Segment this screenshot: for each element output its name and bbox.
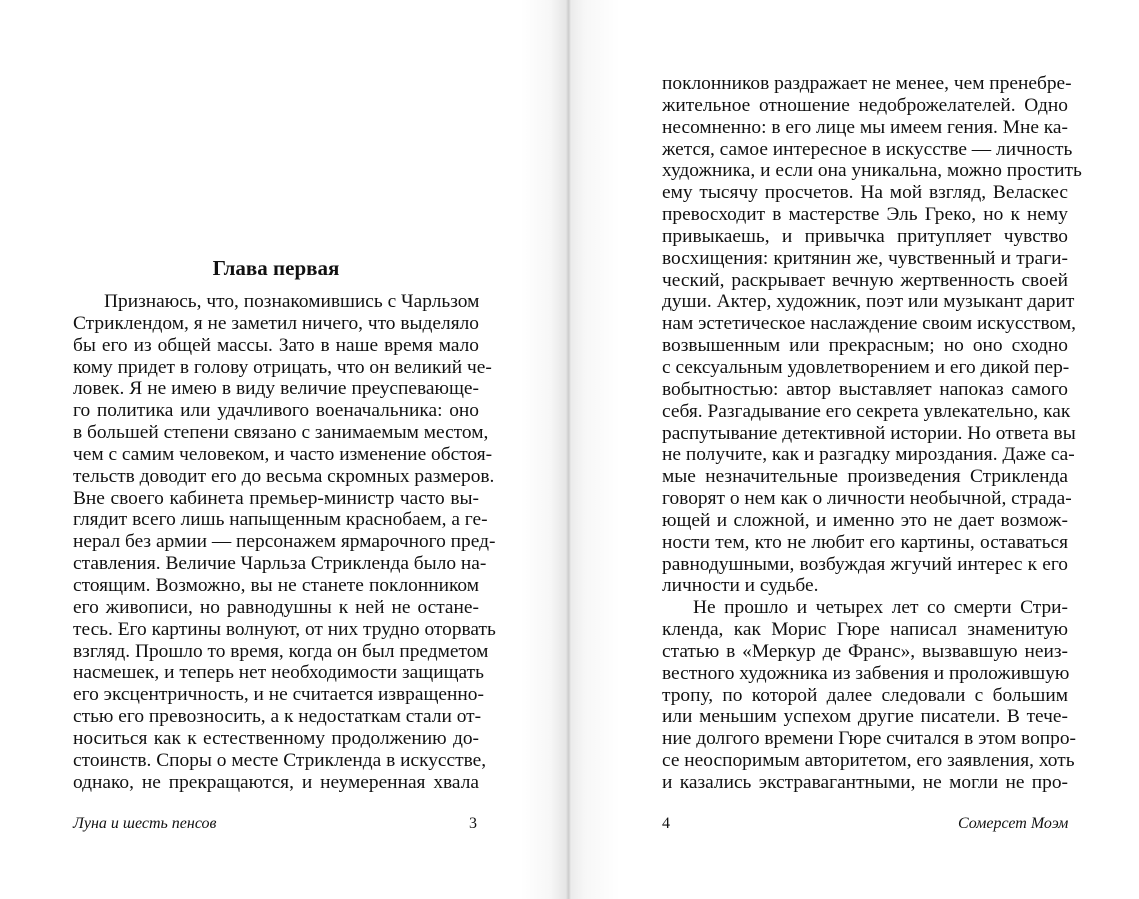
text-line: вобытностью: автор выставляет напоказ самого	[662, 378, 1068, 400]
page-number: 3	[469, 815, 477, 832]
text-line: ности тем, кто не любит его картины, оставаться	[662, 531, 1068, 553]
text-line: ющей и сложной, и именно это не дает возмож-	[662, 509, 1068, 531]
text-line: стоящим. Возможно, вы не станете поклонником	[73, 574, 479, 596]
left-page	[0, 0, 568, 899]
text-line: глядит всего лишь напыщенным краснобаем, а ге-	[73, 509, 488, 531]
text-line: мые незначительные произведения Стрикленда	[662, 466, 1068, 488]
text-line: нерал без армии — персонажем ярмарочного пред-	[73, 531, 496, 553]
text-line: нам эстетическое наслаждение своим искусством,	[662, 313, 1076, 335]
text-line: поклонников раздражает не менее, чем пренебре-	[662, 73, 1072, 94]
text-line: себя. Разгадывание его секрета увлекательно, как	[662, 400, 1071, 422]
text-line: жительное отношение недоброжелателей. Одно	[662, 94, 1068, 116]
right-page-text	[662, 73, 1082, 794]
text-line: превосходит в мастерстве Эль Греко, но к нему	[662, 204, 1068, 226]
text-line: насмешек, и теперь нет необходимости защищать	[73, 662, 484, 684]
text-line: вестного художника из забвения и проложившую	[662, 662, 1070, 684]
text-line: распутывание детективной истории. Но ответа вы	[662, 422, 1076, 444]
text-line: Признаюсь, что, познакомившись с Чарльзом	[104, 291, 480, 312]
text-line: статью в «Меркур де Франс», вызвавшую неиз-	[662, 640, 1068, 662]
left-page-text	[73, 291, 496, 793]
text-line: ставления. Величие Чарльза Стрикленда было на-	[73, 553, 487, 575]
text-line: художника, и если она уникальна, можно простить	[662, 160, 1082, 182]
text-line: с сексуальным удовлетворением и его дикой пер-	[662, 356, 1070, 378]
text-line: стью его превозносить, а к недостаткам стали от-	[73, 706, 482, 728]
running-footer-author: Сомерсет Моэм	[958, 815, 1069, 832]
text-line: его эксцентричность, и не считается извращенно-	[73, 684, 484, 706]
text-line: тропу, по которой далее следовали с большим	[662, 684, 1068, 706]
text-line: ловек. Я не имею в виду величие преуспевающе-	[73, 378, 479, 400]
text-line: ческий, раскрывает вечную жертвенность своей	[662, 269, 1068, 291]
text-line: ние долгого времени Гюре считался в этом вопро-	[662, 728, 1076, 750]
text-line: чем с самим человеком, и часто изменение обстоя-	[73, 443, 493, 465]
text-line: тесь. Его картины волнуют, от них трудно оторвать	[73, 618, 496, 640]
text-line: кленда, как Морис Гюре написал знаменитую	[662, 619, 1068, 641]
running-footer-book-title: Луна и шесть пенсов	[73, 815, 217, 832]
text-line: личности и судьбе.	[662, 575, 819, 597]
text-line: и казались экстравагантными, не могли не про-	[662, 772, 1068, 793]
page-number: 4	[662, 815, 670, 832]
text-line: взгляд. Прошло то время, когда он был предметом	[73, 640, 489, 662]
text-line: в большей степени связано с занимаемым местом,	[73, 422, 489, 444]
text-line: его живописи, но равнодушны к ней не останe-	[73, 596, 479, 618]
text-line: Не прошло и четырех лет со смерти Стри-	[693, 597, 1068, 619]
text-line: жется, самое интересное в искусстве — личность	[662, 138, 1073, 160]
text-line: бы его из общей массы. Зато в наше время мало	[73, 334, 479, 356]
text-line: Стриклендом, я не заметил ничего, что выделяло	[73, 312, 479, 334]
chapter-title: Глава первая	[212, 256, 340, 280]
text-line: говорят о нем как о личности необычной, страда-	[662, 488, 1072, 510]
text-line: возвышенным или прекрасным; но оно сходно	[662, 335, 1068, 357]
text-line: тельств доводит его до весьма скромных размеров.	[73, 465, 495, 487]
text-line: се неоспоримым авторитетом, его заявления, хоть	[662, 750, 1075, 772]
text-line: однако, не прекращаются, и неумеренная хвала	[73, 771, 479, 793]
text-line: стоинств. Споры о месте Стрикленда в искусстве,	[73, 749, 487, 771]
text-line: несомненно: в его лице мы имеем гения. Мне ка-	[662, 116, 1068, 138]
text-line: или меньшим успехом другие писатели. В тече-	[662, 706, 1068, 728]
text-line: равнодушными, возбуждая жгучий интерес к его	[662, 553, 1068, 575]
text-line: не получите, как и разгадку мироздания. Даже са-	[662, 444, 1075, 466]
text-line: души. Актер, художник, поэт или музыкант дарит	[662, 291, 1075, 313]
text-line: восхищения: критянин же, чувственный и траги-	[662, 247, 1068, 269]
text-line: Вне своего кабинета премьер-министр часто вы-	[73, 487, 479, 509]
right-page	[568, 0, 1139, 899]
text-line: го политика или удачливого военачальника: оно	[73, 400, 479, 422]
text-line: кому придет в голову отрицать, что он великий че-	[73, 356, 492, 378]
text-line: носиться как к естественному продолжению до-	[73, 727, 479, 749]
text-line: ему тысячу просчетов. На мой взгляд, Веласкес	[662, 182, 1068, 204]
text-line: привыкаешь, и привычка притупляет чувство	[662, 225, 1068, 247]
